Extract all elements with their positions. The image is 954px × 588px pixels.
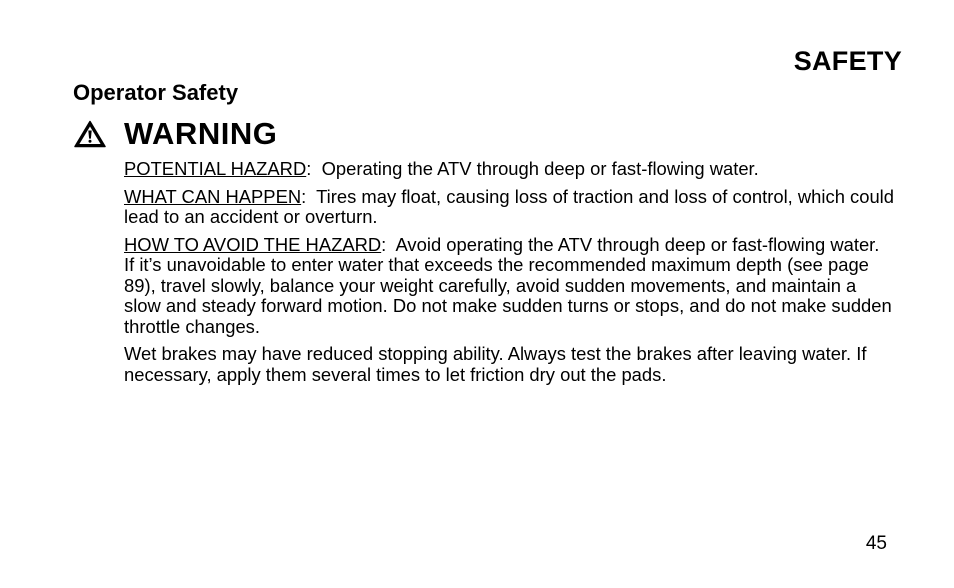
paragraph-separator: : — [301, 185, 317, 207]
consequence-paragraph — [124, 187, 894, 228]
hazard-paragraph — [124, 159, 894, 180]
warning-body — [124, 159, 894, 392]
warning-header — [74, 116, 277, 152]
warning-triangle-icon — [74, 120, 106, 148]
page-number: 45 — [865, 533, 887, 554]
paragraph-separator: : — [381, 233, 396, 255]
paragraph-text: Operating the ATV through deep or fast-flowing water. — [321, 158, 759, 179]
paragraph-text: Tires may float, causing loss of traction and loss of control, which could lead to an accident or overturn. — [124, 185, 894, 227]
paragraph-lead: POTENTIAL HAZARD — [124, 158, 307, 179]
subsection-title: Operator Safety — [73, 80, 239, 105]
paragraph-lead: WHAT CAN HAPPEN — [124, 185, 302, 207]
avoidance-paragraph — [124, 235, 894, 338]
warning-label: WARNING — [124, 116, 278, 151]
paragraph-text: Avoid operating the ATV through deep or fast-flowing water. If it’s unavoidable to enter water that exceeds the recommended maximum depth (see page 89), travel slowly, balance your weight carefully, avoid sudden movements, and maintain a slow and steady forward motion. Do not make sudden turns or stops, and do not make sudden throttle changes. — [124, 233, 892, 337]
section-title: SAFETY — [793, 46, 902, 76]
paragraph-separator: : — [306, 158, 322, 179]
paragraph-text: Wet brakes may have reduced stopping ability. Always test the brakes after leaving water. If necessary, apply them several times to let friction dry out the pads. — [124, 343, 867, 385]
paragraph-lead: HOW TO AVOID THE HAZARD — [124, 233, 382, 255]
brakes-paragraph — [124, 344, 894, 385]
